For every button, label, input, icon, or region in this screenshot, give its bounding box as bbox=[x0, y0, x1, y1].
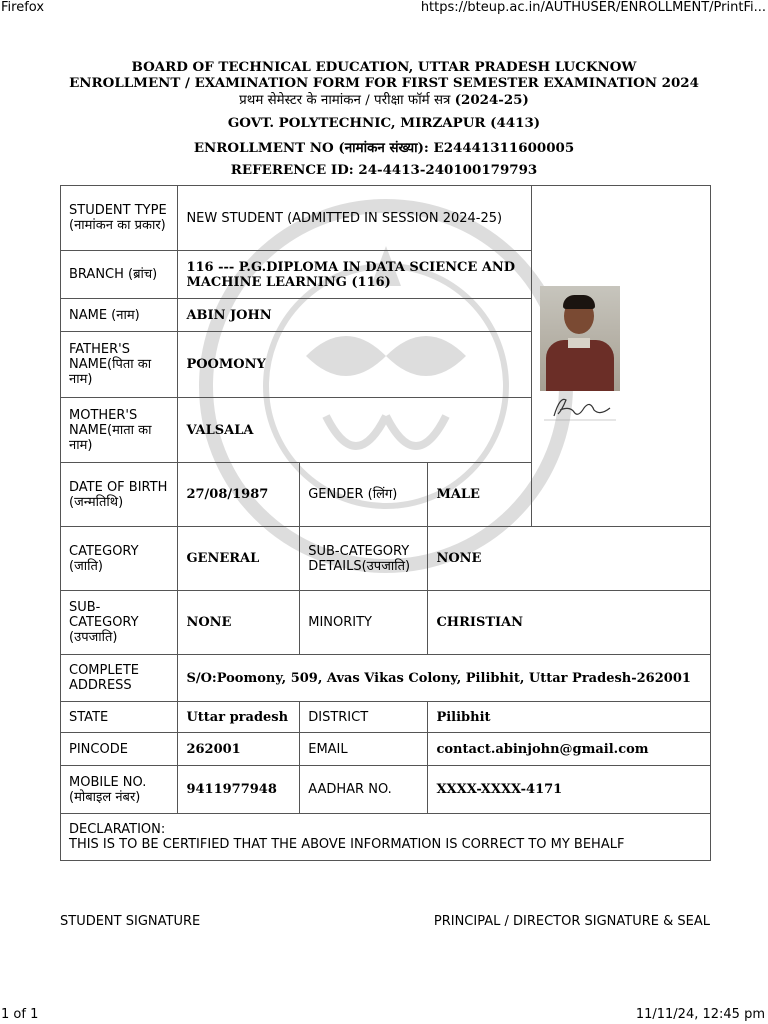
minority-value: CHRISTIAN bbox=[428, 591, 711, 655]
enrollment-form-table bbox=[60, 185, 711, 861]
declaration-title: DECLARATION: bbox=[69, 822, 166, 837]
name-label: NAME (नाम) bbox=[61, 299, 178, 332]
mobile-value: 9411977948 bbox=[178, 766, 300, 814]
student-signature-image bbox=[540, 392, 620, 422]
college-name: GOVT. POLYTECHNIC, MIRZAPUR (4413) bbox=[227, 115, 541, 131]
aadhar-label: AADHAR NO. bbox=[300, 766, 428, 814]
district-label: DISTRICT bbox=[300, 702, 428, 733]
category-label: CATEGORY (जाति) bbox=[61, 527, 178, 591]
email-label: EMAIL bbox=[300, 733, 428, 766]
board-title: BOARD OF TECHNICAL EDUCATION, UTTAR PRADESH LUCKNOW bbox=[131, 59, 637, 75]
district-value: Pilibhit bbox=[428, 702, 711, 733]
dob-value: 27/08/1987 bbox=[178, 463, 300, 527]
mother-name-label: MOTHER'S NAME(माता का नाम) bbox=[61, 398, 178, 463]
father-name-label: FATHER'S NAME(पिता का नाम) bbox=[61, 332, 178, 398]
print-datetime: 11/11/24, 12:45 pm bbox=[635, 1007, 765, 1022]
subcategory-value: NONE bbox=[178, 591, 300, 655]
name-value: ABIN JOHN bbox=[178, 299, 531, 332]
state-label: STATE bbox=[61, 702, 178, 733]
student-type-label: STUDENT TYPE (नामांकन का प्रकार) bbox=[61, 186, 178, 251]
address-label: COMPLETE ADDRESS bbox=[61, 655, 178, 702]
session-text: (2024-25) bbox=[454, 92, 529, 108]
principal-signature-label: PRINCIPAL / DIRECTOR SIGNATURE & SEAL bbox=[433, 914, 710, 929]
photo-cell bbox=[531, 186, 710, 527]
pincode-label: PINCODE bbox=[61, 733, 178, 766]
pincode-value: 262001 bbox=[178, 733, 300, 766]
minority-label: MINORITY bbox=[300, 591, 428, 655]
father-name-value: POOMONY bbox=[178, 332, 531, 398]
gender-label: GENDER (लिंग) bbox=[300, 463, 428, 527]
browser-name: Firefox bbox=[1, 0, 45, 15]
reference-id: REFERENCE ID: 24-4413-240100179793 bbox=[230, 162, 538, 178]
mobile-label: MOBILE NO. (मोबाइल नंबर) bbox=[61, 766, 178, 814]
student-signature-label: STUDENT SIGNATURE bbox=[60, 914, 201, 929]
category-value: GENERAL bbox=[178, 527, 300, 591]
student-photo bbox=[540, 286, 620, 391]
gender-value: MALE bbox=[428, 463, 531, 527]
subcategory-label: SUB-CATEGORY (उपजाति) bbox=[61, 591, 178, 655]
state-value: Uttar pradesh bbox=[178, 702, 300, 733]
subcategory-details-label: SUB-CATEGORY DETAILS(उपजाति) bbox=[300, 527, 428, 591]
page-count: 1 of 1 bbox=[1, 1007, 39, 1022]
student-type-value: NEW STUDENT (ADMITTED IN SESSION 2024-25) bbox=[178, 186, 531, 251]
aadhar-value: XXXX-XXXX-4171 bbox=[428, 766, 711, 814]
dob-label: DATE OF BIRTH (जन्मतिथि) bbox=[61, 463, 178, 527]
form-title-hindi bbox=[0, 90, 768, 108]
subcategory-details-value: NONE bbox=[428, 527, 711, 591]
declaration-text: THIS IS TO BE CERTIFIED THAT THE ABOVE INFORMATION IS CORRECT TO MY BEHALF bbox=[69, 837, 625, 852]
address-value: S/O:Poomony, 509, Avas Vikas Colony, Pilibhit, Uttar Pradesh-262001 bbox=[178, 655, 711, 702]
page-url: https://bteup.ac.in/AUTHUSER/ENROLLMENT/PrintFi... bbox=[420, 0, 766, 15]
form-title: ENROLLMENT / EXAMINATION FORM FOR FIRST SEMESTER EXAMINATION 2024 bbox=[69, 75, 699, 91]
branch-label: BRANCH (ब्रांच) bbox=[61, 251, 178, 299]
mother-name-value: VALSALA bbox=[178, 398, 531, 463]
hindi-title-text: प्रथम सेमेस्टर के नामांकन / परीक्षा फॉर्म सत्र bbox=[239, 93, 451, 108]
declaration bbox=[61, 814, 711, 861]
branch-value: 116 --- P.G.DIPLOMA IN DATA SCIENCE AND MACHINE LEARNING (116) bbox=[178, 251, 531, 299]
email-value: contact.abinjohn@gmail.com bbox=[428, 733, 711, 766]
enrollment-number: ENROLLMENT NO (नामांकन संख्या): E24441311600005 bbox=[193, 140, 575, 156]
